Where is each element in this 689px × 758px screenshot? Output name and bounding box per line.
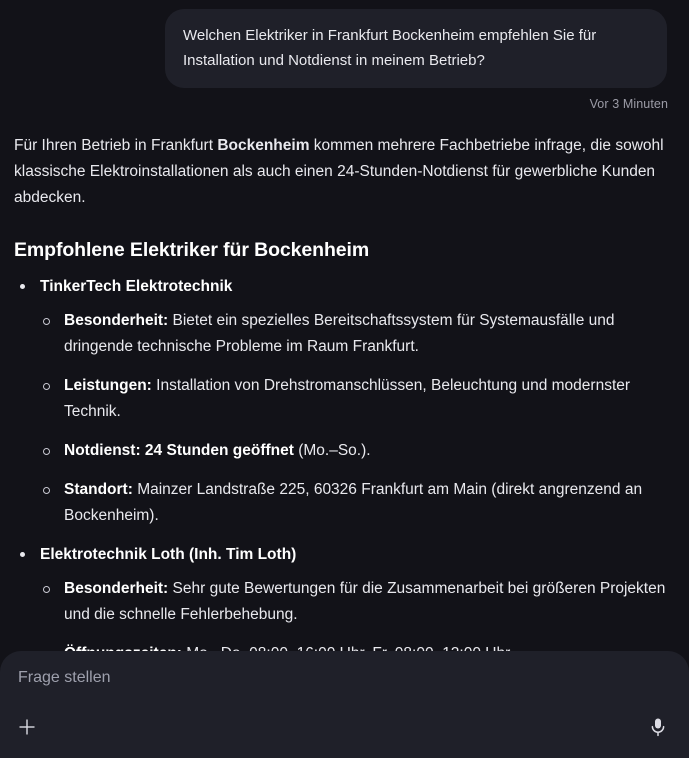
list-item xyxy=(14,543,671,667)
company-list xyxy=(14,275,671,667)
detail-value: Installation von Drehstromanschlüssen, Beleuchtung und modernster Technik. xyxy=(64,377,631,420)
detail-label: Leistungen: xyxy=(64,377,152,394)
company-name: Elektrotechnik Loth (Inh. Tim Loth) xyxy=(40,546,297,563)
add-attachment-button[interactable] xyxy=(10,710,44,744)
section-heading: Empfohlene Elektriker für Bockenheim xyxy=(14,239,370,261)
message-composer[interactable] xyxy=(0,651,689,758)
user-message-bubble: Welchen Elektriker in Frankfurt Bockenheim empfehlen Sie für Installation und Notdienst in meinem Betrieb? xyxy=(165,9,667,88)
detail-label: Besonderheit: xyxy=(64,580,169,597)
list-item xyxy=(40,477,671,529)
detail-label: Notdienst: 24 Stunden geöffnet xyxy=(64,442,294,459)
detail-label: Standort: xyxy=(64,481,133,498)
list-item xyxy=(40,373,671,425)
intro-text-bold: Bockenheim xyxy=(217,137,310,154)
list-item xyxy=(40,576,671,628)
intro-paragraph xyxy=(14,133,671,211)
list-item xyxy=(40,438,671,464)
intro-text-after: kommen mehrere Fachbetriebe infrage, die sowohl klassische Elektroinstallationen als auch einen 24-Stunden-Notdienst für gewerbliche Kunden abdecken. xyxy=(14,137,664,206)
detail-value: Bietet ein spezielles Bereitschaftssystem für Systemausfälle und dringende technische Probleme im Raum Frankfurt. xyxy=(64,312,615,355)
detail-value: Sehr gute Bewertungen für die Zusammenarbeit bei größeren Projekten und die schnelle Fehlerbehebung. xyxy=(64,580,666,623)
company-detail-list xyxy=(40,308,671,529)
chat-input[interactable]: Frage stellen xyxy=(18,669,111,686)
composer-actions xyxy=(0,706,689,748)
intro-text-before: Für Ihren Betrieb in Frankfurt xyxy=(14,137,218,154)
microphone-icon xyxy=(648,716,668,738)
list-item xyxy=(14,275,671,529)
detail-value: (Mo.–So.). xyxy=(293,442,371,459)
plus-icon xyxy=(16,716,38,738)
user-message-row xyxy=(0,0,689,88)
detail-value: Mainzer Landstraße 225, 60326 Frankfurt am Main (direkt angrenzend an Bockenheim). xyxy=(64,481,643,524)
message-timestamp: Vor 3 Minuten xyxy=(589,97,668,111)
detail-label: Besonderheit: xyxy=(64,312,169,329)
assistant-message xyxy=(0,111,689,667)
voice-input-button[interactable] xyxy=(641,710,675,744)
company-name: TinkerTech Elektrotechnik xyxy=(40,278,233,295)
list-item xyxy=(40,308,671,360)
